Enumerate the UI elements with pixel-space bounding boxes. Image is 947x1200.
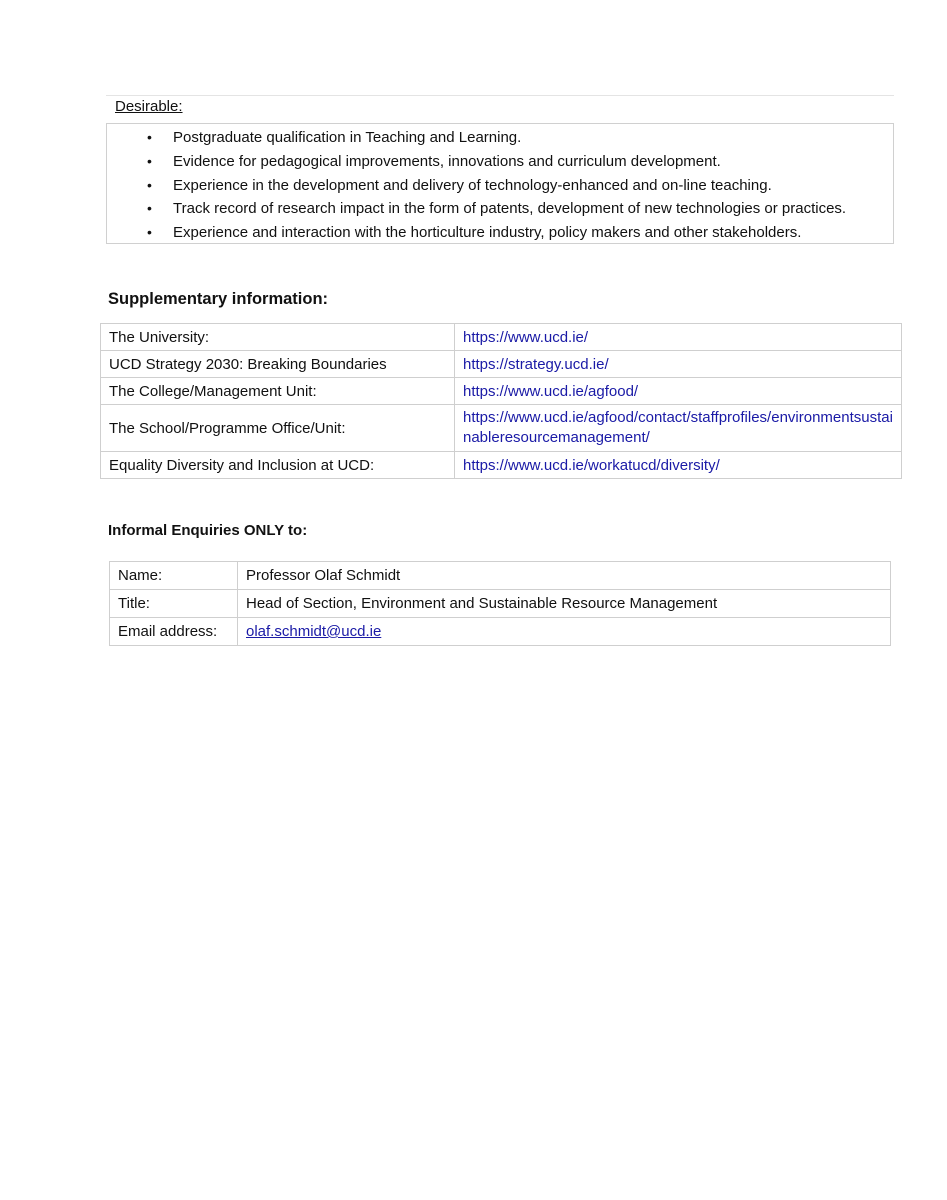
row-link[interactable]: https://www.ucd.ie/ — [455, 324, 902, 351]
table-row — [101, 324, 902, 351]
contact-name: Professor Olaf Schmidt — [238, 562, 891, 590]
contact-title: Head of Section, Environment and Sustainable Resource Management — [238, 590, 891, 618]
list-item — [107, 150, 893, 174]
list-item-text: Track record of research impact in the form of patents, development of new technologies or practices. — [173, 200, 847, 218]
supplementary-title: Supplementary information: — [108, 290, 329, 308]
enquiries-table — [109, 561, 891, 646]
row-label: The College/Management Unit: — [101, 378, 455, 405]
table-row — [110, 618, 891, 646]
list-item-text: Evidence for pedagogical improvements, innovations and curriculum development. — [173, 152, 721, 170]
desirable-list — [107, 126, 893, 245]
enquiries-title: Informal Enquiries ONLY to: — [108, 522, 308, 539]
row-label: The University: — [101, 324, 455, 351]
desirable-heading: Desirable: — [115, 98, 183, 115]
row-label: Name: — [110, 562, 238, 590]
row-label: The School/Programme Office/Unit: — [101, 405, 455, 452]
row-link[interactable] — [455, 405, 902, 452]
supplementary-table — [100, 323, 902, 479]
row-link[interactable]: https://www.ucd.ie/workatucd/diversity/ — [455, 452, 902, 479]
bullet-icon: • — [147, 176, 152, 193]
bullet-icon: • — [147, 129, 152, 145]
row-label: Email address: — [110, 618, 238, 646]
table-row — [110, 590, 891, 618]
table-row — [101, 378, 902, 405]
list-item-text: Experience and interaction with the horticulture industry, policy makers and other stakeholders. — [173, 224, 802, 242]
list-item — [107, 221, 893, 245]
list-item — [107, 174, 893, 198]
contact-email-cell — [238, 618, 891, 646]
row-label: Equality Diversity and Inclusion at UCD: — [101, 452, 455, 479]
list-item — [107, 197, 893, 221]
bullet-icon: • — [147, 152, 152, 169]
desirable-list-box — [106, 123, 894, 244]
row-link[interactable]: https://www.ucd.ie/agfood/ — [455, 378, 902, 405]
table-row — [101, 452, 902, 479]
list-item — [107, 126, 893, 150]
row-label: Title: — [110, 590, 238, 618]
bullet-icon: • — [147, 224, 152, 241]
table-row — [101, 351, 902, 378]
row-link-text[interactable]: https://www.ucd.ie/agfood/contact/staffprofiles/environmentsustainableresourcemanagement/ — [463, 409, 893, 446]
bullet-icon: • — [147, 200, 152, 217]
desirable-section-header — [106, 95, 894, 124]
table-row — [101, 405, 902, 452]
email-link[interactable]: olaf.schmidt@ucd.ie — [246, 623, 382, 640]
list-item-text: Postgraduate qualification in Teaching and Learning. — [173, 129, 522, 146]
list-item-text: Experience in the development and delivery of technology-enhanced and on-line teaching. — [173, 176, 772, 194]
row-label: UCD Strategy 2030: Breaking Boundaries — [101, 351, 455, 378]
table-row — [110, 562, 891, 590]
row-link[interactable]: https://strategy.ucd.ie/ — [455, 351, 902, 378]
